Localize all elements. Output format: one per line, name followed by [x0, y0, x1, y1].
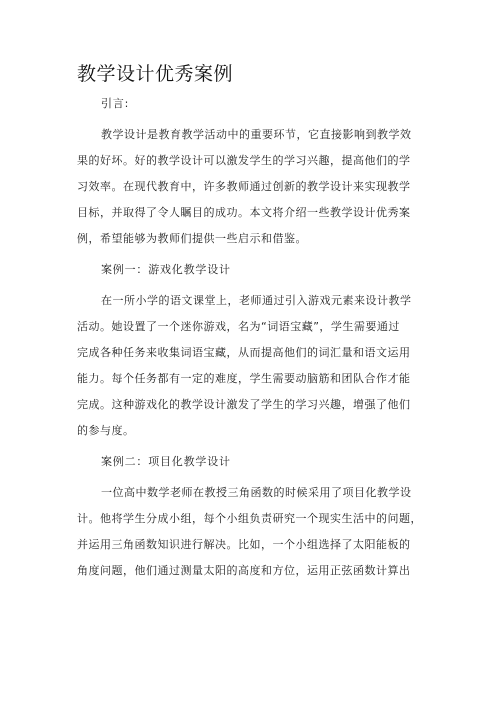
paragraph-line: 完成。这种游戏化的教学设计激发了学生的学习兴趣，增强了他们: [77, 398, 411, 411]
section-heading-intro: 引言:: [101, 97, 130, 110]
paragraph-line: 能力。每个任务都有一定的难度，学生需要动脑筋和团队合作才能: [77, 372, 411, 385]
paragraph-line: 目标，并取得了令人瞩目的成功。本文将介绍一些教学设计优秀案: [77, 206, 411, 219]
paragraph-line: 完成各种任务来收集词语宝藏，从而提高他们的词汇量和语文运用: [77, 346, 411, 359]
section-heading-case-one: 案例一：游戏化教学设计: [101, 263, 231, 276]
paragraph-line: 果的好坏。好的教学设计可以激发学生的学习兴趣，提高他们的学: [77, 154, 411, 167]
section-heading-case-two: 案例二：项目化教学设计: [101, 455, 231, 468]
paragraph-line: 例，希望能够为教师们提供一些启示和借鉴。: [77, 232, 307, 245]
paragraph-line: 的参与度。: [77, 424, 135, 437]
document-title: 教学设计优秀案例: [77, 63, 234, 85]
paragraph-line: 计。他将学生分成小组，每个小组负责研究一个现实生活中的问题，: [77, 512, 422, 525]
paragraph-line: 一位高中数学老师在教授三角函数的时候采用了项目化教学设: [101, 486, 412, 499]
paragraph-line: 角度问题，他们通过测量太阳的高度和方位，运用正弦函数计算出: [77, 564, 411, 577]
paragraph-line: 习效率。在现代教育中，许多教师通过创新的教学设计来实现教学: [77, 180, 411, 193]
paragraph-line: 活动。她设置了一个迷你游戏，名为“词语宝藏”，学生需要通过: [77, 320, 400, 333]
paragraph-line: 教学设计是教育教学活动中的重要环节，它直接影响到教学效: [101, 128, 412, 141]
paragraph-line: 在一所小学的语文课堂上，老师通过引入游戏元素来设计教学: [101, 294, 412, 307]
paragraph-line: 并运用三角函数知识进行解决。比如，一个小组选择了太阳能板的: [77, 538, 411, 551]
